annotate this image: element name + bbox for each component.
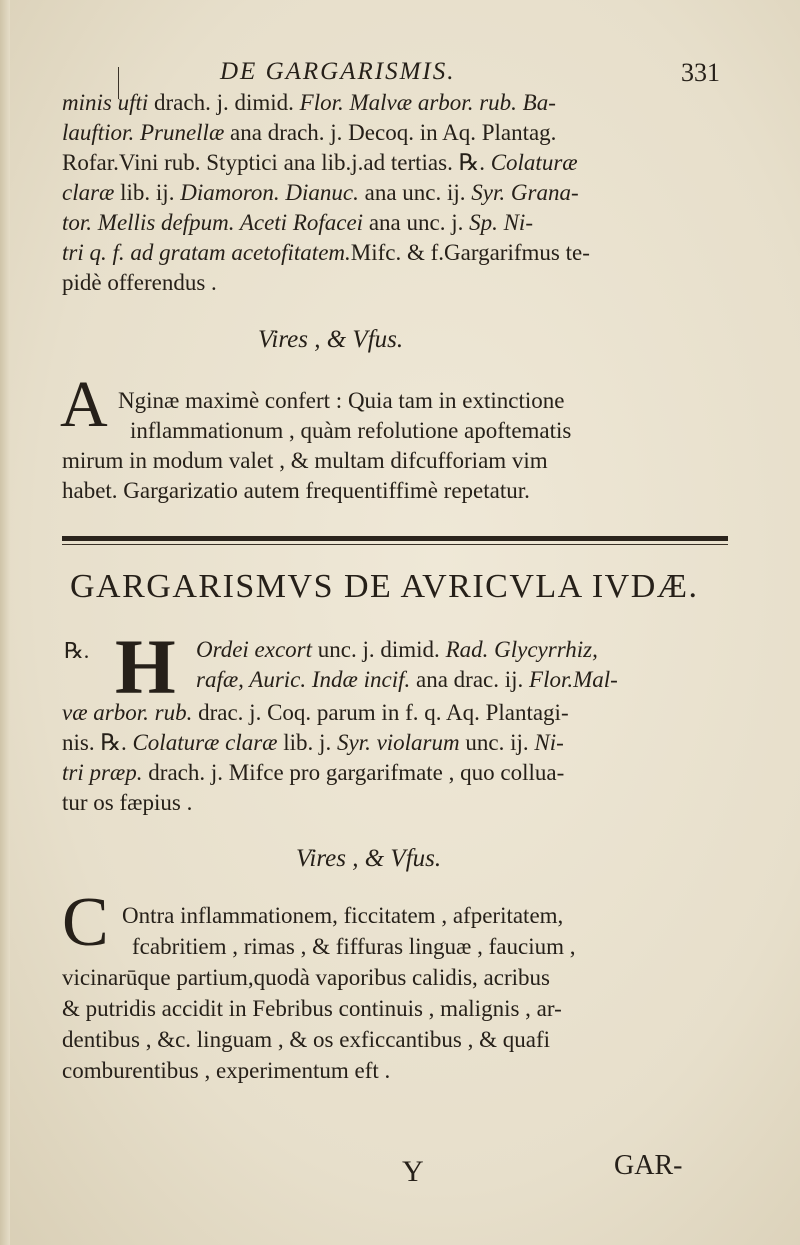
roman-run: drac. j. Coq. parum in f. q. Aq. Plantagi-	[192, 700, 569, 725]
italic-run: Ordei excort	[196, 637, 313, 662]
text-line: Nginæ maximè confert : Quia tam in extinctione	[118, 388, 565, 413]
roman-run: nis. ℞.	[62, 730, 133, 755]
roman-run: drach. j. Mifce pro gargarifmate , quo collua-	[142, 760, 565, 785]
roman-run: lib. ij.	[114, 180, 181, 205]
running-title: DE GARGARISMIS.	[220, 58, 456, 85]
section-divider	[62, 536, 728, 541]
text-line	[62, 758, 722, 788]
text-line: mirum in modum valet , & multam difcufforiam vim	[62, 448, 548, 473]
text-line	[62, 268, 722, 298]
drop-cap-c: C	[62, 884, 109, 961]
text-line: fcabritiem , rimas , & fiffuras linguæ , faucium ,	[132, 934, 576, 959]
italic-run: tri præp.	[62, 760, 143, 785]
text-line	[62, 728, 722, 758]
roman-run: tur os fæpius .	[62, 790, 193, 815]
italic-run: Syr. violarum	[336, 730, 460, 755]
subheading-vires-usus: Vires , & Vfus.	[258, 326, 404, 353]
text-line	[196, 635, 736, 665]
italic-run: Diamoron. Dianuc.	[180, 180, 359, 205]
roman-run: ana unc. ij.	[358, 180, 472, 205]
roman-run: drach. j. dimid.	[148, 90, 300, 115]
italic-run: Colaturæ claræ	[132, 730, 278, 755]
italic-run: tri q. f. ad gratam acetofitatem.	[62, 240, 351, 265]
signature-mark: Y	[402, 1155, 424, 1188]
roman-run: unc. j. dimid.	[312, 637, 446, 662]
section-heading: GARGARISMVS DE AVRICVLA IVDÆ.	[70, 568, 699, 605]
italic-run: tor. Mellis defpum. Aceti Rofacei	[62, 210, 364, 235]
italic-run: claræ	[62, 180, 115, 205]
drop-cap-a: A	[60, 368, 108, 441]
section-divider-thin	[62, 544, 728, 545]
text-line	[62, 88, 722, 118]
text-line	[62, 118, 722, 148]
roman-run: Mifc. & f.Gargarifmus te-	[350, 240, 590, 265]
roman-run: ana unc. j.	[363, 210, 470, 235]
italic-run: minis ufti	[62, 90, 149, 115]
subheading-vires-usus: Vires , & Vfus.	[296, 845, 442, 872]
italic-run: Sp. Ni-	[469, 210, 533, 235]
roman-run: pidè offerendus .	[62, 270, 217, 295]
page-number: 331	[681, 58, 720, 87]
roman-run: ana drac. ij.	[410, 667, 530, 692]
text-line	[62, 208, 722, 238]
italic-run: lauftior. Prunellæ	[62, 120, 225, 145]
italic-run: rafæ, Auric. Indæ incif.	[196, 667, 411, 692]
roman-run: unc. ij.	[459, 730, 535, 755]
text-line	[62, 788, 722, 818]
roman-run: lib. j.	[277, 730, 337, 755]
italic-run: væ arbor. rub.	[62, 700, 193, 725]
text-line: Ontra inflammationem, ficcitatem , afperitatem,	[122, 903, 564, 928]
italic-run: Flor.Mal-	[529, 667, 618, 692]
recipe-mark: ℞.	[64, 638, 90, 663]
page-edge	[0, 0, 10, 1245]
text-line: & putridis accidit in Febribus continuis , malignis , ar-	[62, 996, 562, 1021]
roman-run: Rofar.Vini rub. Styptici ana lib.j.ad tertias. ℞.	[62, 150, 491, 175]
text-line: inflammationum , quàm refolutione apoftematis	[130, 418, 572, 443]
drop-cap-h: H	[115, 623, 176, 710]
italic-run: Flor. Malvæ arbor. rub. Ba-	[299, 90, 556, 115]
text-line: dentibus , &c. linguam , & os exficcantibus , & quafi	[62, 1027, 551, 1052]
text-line	[62, 148, 722, 178]
text-line: vicinarūque partium,quodà vaporibus calidis, acribus	[62, 965, 550, 990]
italic-run: Rad. Glycyrrhiz,	[445, 637, 598, 662]
catchword: GAR-	[614, 1150, 683, 1181]
italic-run: Colaturæ	[490, 150, 578, 175]
roman-run: ana drach. j. Decoq. in Aq. Plantag.	[224, 120, 557, 145]
text-line	[62, 178, 722, 208]
text-line: habet. Gargarizatio autem frequentiffimè repetatur.	[62, 478, 530, 503]
running-header	[60, 58, 720, 92]
italic-run: Syr. Grana-	[471, 180, 579, 205]
text-line	[196, 665, 736, 695]
text-line: comburentibus , experimentum eft .	[62, 1058, 391, 1083]
italic-run: Ni-	[534, 730, 564, 755]
text-line	[62, 698, 722, 728]
text-line	[62, 238, 722, 268]
